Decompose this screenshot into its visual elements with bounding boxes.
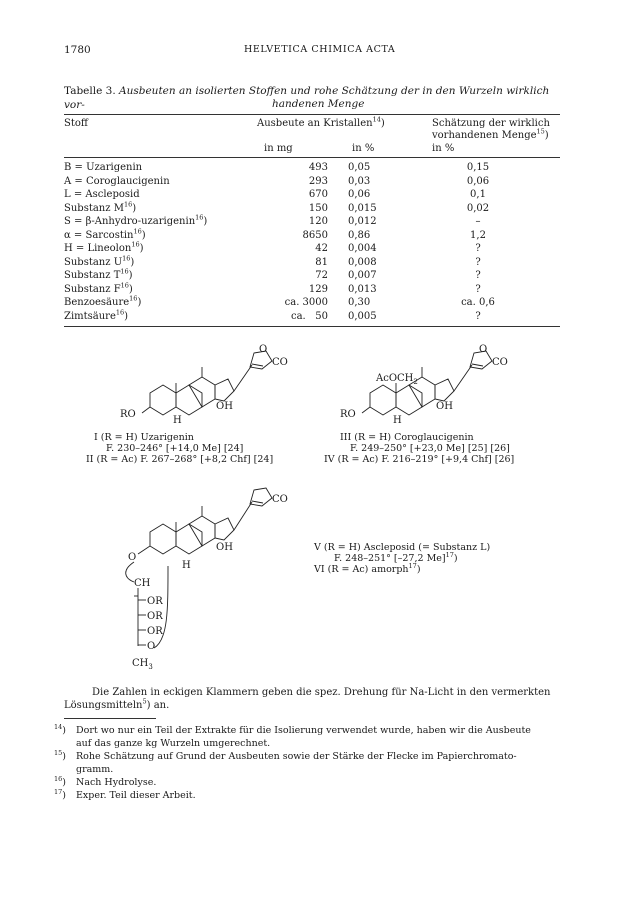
cell-estimate: 0,02 bbox=[466, 202, 490, 214]
subheader-pct-estimate: in % bbox=[432, 143, 455, 154]
compound-I-name: I (R = H) Uzarigenin bbox=[94, 432, 194, 443]
cell-pct: 0,03 bbox=[348, 175, 371, 187]
structure2-acoch: AcOCH$_2$ bbox=[376, 373, 418, 386]
structure3-or3: OR bbox=[147, 626, 163, 637]
cell-pct: 0,005 bbox=[348, 310, 377, 322]
structure3-o-ring: O bbox=[147, 641, 156, 652]
cell-stoff: S = β-Anhydro-uzarigenin$^{16}$) bbox=[64, 213, 208, 227]
cell-mg: 42 bbox=[315, 243, 328, 254]
col-header-stoff: Stoff bbox=[64, 118, 88, 129]
table-top-rule bbox=[64, 114, 560, 115]
structure3-co: CO bbox=[272, 494, 288, 505]
cell-stoff: Zimtsäure$^{16}$) bbox=[64, 308, 129, 322]
cell-estimate: ? bbox=[475, 243, 481, 254]
cell-estimate: 0,15 bbox=[466, 162, 490, 173]
cell-estimate: ? bbox=[475, 310, 481, 322]
compound-I-data: F. 230–246° [+14,0 Me] [24] bbox=[106, 443, 244, 454]
cell-stoff: Substanz $T^{16}$) bbox=[64, 267, 133, 281]
cell-pct: 0,008 bbox=[348, 256, 377, 268]
structure2-ro: RO bbox=[340, 409, 356, 420]
table-label: Tabelle 3. bbox=[64, 85, 116, 97]
table-bottom-rule bbox=[64, 326, 560, 327]
compound-II-data: II (R = Ac) F. 267–268° [+8,2 Chf] [24] bbox=[86, 454, 274, 465]
cell-estimate: ? bbox=[475, 283, 481, 295]
compound-IV-data: IV (R = Ac) F. 216–219° [+9,4 Chf] [26] bbox=[324, 454, 515, 465]
page-number: 1780 bbox=[64, 44, 91, 56]
footnote-text: Dort wo nur ein Teil der Extrakte für die Isolierung verwendet wurde, haben wir die Ausbeute bbox=[76, 725, 531, 736]
cell-stoff: L = Ascleposid bbox=[64, 189, 140, 200]
footnote bbox=[54, 748, 517, 776]
footnote-text-cont: auf das ganze kg Wurzeln umgerechnet. bbox=[76, 738, 271, 749]
compound-III-data: F. 249–250° [+23,0 Me] [25] [26] bbox=[350, 443, 510, 454]
structure2-o: O bbox=[479, 344, 488, 355]
rotation-note-line2: Lösungsmitteln$^5$) an. bbox=[64, 697, 170, 711]
table-header-rule bbox=[64, 157, 560, 158]
table-row bbox=[64, 189, 560, 201]
cell-estimate: ca. 0,6 bbox=[461, 297, 495, 308]
cell-estimate: ? bbox=[475, 256, 481, 268]
cell-mg: 493 bbox=[308, 162, 328, 173]
structure-uzarigenin bbox=[120, 343, 320, 423]
cell-mg: ca. 3000 bbox=[284, 297, 328, 308]
subheader-pct: in % bbox=[352, 143, 375, 154]
structure1-h: H bbox=[173, 415, 182, 423]
cell-mg: 150 bbox=[308, 202, 328, 214]
cell-mg: 293 bbox=[308, 175, 328, 187]
structure3-ch3: $CH_3$ bbox=[132, 658, 153, 670]
compound-VI-data: VI (R = Ac) amorph$^{17}$) bbox=[314, 561, 421, 575]
structure3-or1: OR bbox=[147, 596, 163, 607]
cell-stoff: α = Sarcostin$^{16}$) bbox=[64, 227, 146, 241]
cell-pct: 0,013 bbox=[348, 283, 377, 295]
structure2-oh: OH bbox=[436, 401, 453, 412]
structure-ascleposid bbox=[120, 470, 320, 670]
cell-pct: 0,86 bbox=[348, 229, 371, 241]
compound-V-data: F. 248–251° [–27,2 Me]$^{17}$) bbox=[334, 550, 458, 564]
cell-stoff: Benzoesäure$^{16}$) bbox=[64, 294, 142, 308]
structure3-oh: OH bbox=[216, 542, 233, 553]
rotation-note-line1: Die Zahlen in eckigen Klammern geben die spez. Drehung für Na-Licht in den vermerkten bbox=[92, 687, 551, 698]
journal-title: HELVETICA CHIMICA ACTA bbox=[244, 44, 396, 55]
structure3-o: O bbox=[128, 552, 137, 563]
table-row bbox=[64, 176, 560, 188]
cell-pct: 0,012 bbox=[348, 216, 377, 227]
cell-estimate: 1,2 bbox=[470, 229, 486, 241]
structure2-h: H bbox=[393, 415, 402, 423]
footnote bbox=[54, 787, 196, 802]
structure3-or2: OR bbox=[147, 611, 163, 622]
table-row bbox=[64, 294, 560, 309]
table-row bbox=[64, 308, 560, 323]
structure1-co: CO bbox=[272, 357, 288, 368]
cell-estimate: – bbox=[475, 216, 481, 227]
table-title-line2: handenen Menge bbox=[272, 98, 365, 110]
cell-pct: 0,015 bbox=[348, 202, 377, 214]
compound-V-name: V (R = H) Ascleposid (= Substanz L) bbox=[314, 542, 491, 553]
cell-stoff: Substanz $M^{16}$) bbox=[64, 200, 137, 214]
structure3-ch: CH bbox=[134, 578, 151, 589]
cell-pct: 0,05 bbox=[348, 162, 371, 173]
structure-coroglaucigenin bbox=[340, 343, 550, 423]
cell-mg: ca. 50 bbox=[290, 310, 328, 322]
footnote-text: Exper. Teil dieser Arbeit. bbox=[76, 790, 196, 801]
cell-pct: 0,004 bbox=[348, 243, 377, 254]
structure1-ro: RO bbox=[120, 409, 136, 420]
cell-stoff: A = Coroglaucigenin bbox=[64, 175, 170, 187]
footnote-mark: $^{17}$) bbox=[54, 787, 66, 801]
footnote-rule bbox=[64, 718, 156, 719]
table-row bbox=[64, 200, 560, 215]
cell-pct: 0,30 bbox=[348, 297, 371, 308]
cell-estimate: ? bbox=[475, 270, 481, 281]
structure3-h: H bbox=[182, 560, 191, 571]
footnote-mark: $^{15}$) bbox=[54, 748, 66, 762]
col-header-schaetzung-line1: Schätzung der wirklich bbox=[432, 118, 550, 129]
structure1-o: O bbox=[259, 344, 268, 355]
footnote-text: Rohe Schätzung auf Grund der Ausbeuten sowie der Stärke der Flecke im Papierchromato- bbox=[76, 751, 517, 762]
footnote-text: Nach Hydrolyse. bbox=[76, 777, 157, 788]
cell-stoff: B = Uzarigenin bbox=[64, 162, 143, 173]
cell-pct: 0,007 bbox=[348, 270, 377, 281]
cell-mg: 8650 bbox=[302, 229, 328, 241]
table-row bbox=[64, 162, 560, 174]
cell-estimate: 0,06 bbox=[466, 175, 490, 187]
cell-mg: 129 bbox=[308, 283, 328, 295]
compound-III-name: III (R = H) Coroglaucigenin bbox=[340, 432, 474, 443]
footnote-mark: $^{16}$) bbox=[54, 774, 66, 788]
table-row bbox=[64, 281, 560, 296]
footnote bbox=[54, 774, 157, 789]
structure2-co: CO bbox=[492, 357, 508, 368]
cell-mg: 670 bbox=[308, 189, 328, 200]
structure1-oh: OH bbox=[216, 401, 233, 412]
cell-stoff: Substanz $F^{16}$) bbox=[64, 281, 133, 295]
col-header-ausbeute: Ausbeute an Kristallen$^{14}$) bbox=[257, 115, 385, 129]
cell-stoff: H = Lineolon$^{16}$) bbox=[64, 240, 144, 254]
cell-stoff: Substanz $U^{16}$) bbox=[64, 254, 135, 268]
table-row bbox=[64, 240, 560, 255]
subheader-mg: in mg bbox=[264, 143, 293, 154]
table-title-line1: Ausbeuten an isolierten Stoffen und rohe Schätzung der in den Wurzeln wirklich vor- bbox=[64, 85, 550, 111]
footnote-text-cont: gramm. bbox=[76, 764, 114, 775]
cell-mg: 81 bbox=[315, 256, 328, 268]
cell-mg: 72 bbox=[315, 270, 328, 281]
cell-mg: 120 bbox=[308, 216, 328, 227]
table-row bbox=[64, 267, 560, 282]
table-row bbox=[64, 254, 560, 269]
cell-pct: 0,06 bbox=[348, 189, 371, 200]
col-header-schaetzung-line2: vorhandenen Menge$^{15}$) bbox=[432, 127, 549, 141]
footnote bbox=[54, 722, 531, 750]
footnote-mark: $^{14}$) bbox=[54, 722, 66, 736]
cell-estimate: 0,1 bbox=[470, 189, 486, 200]
